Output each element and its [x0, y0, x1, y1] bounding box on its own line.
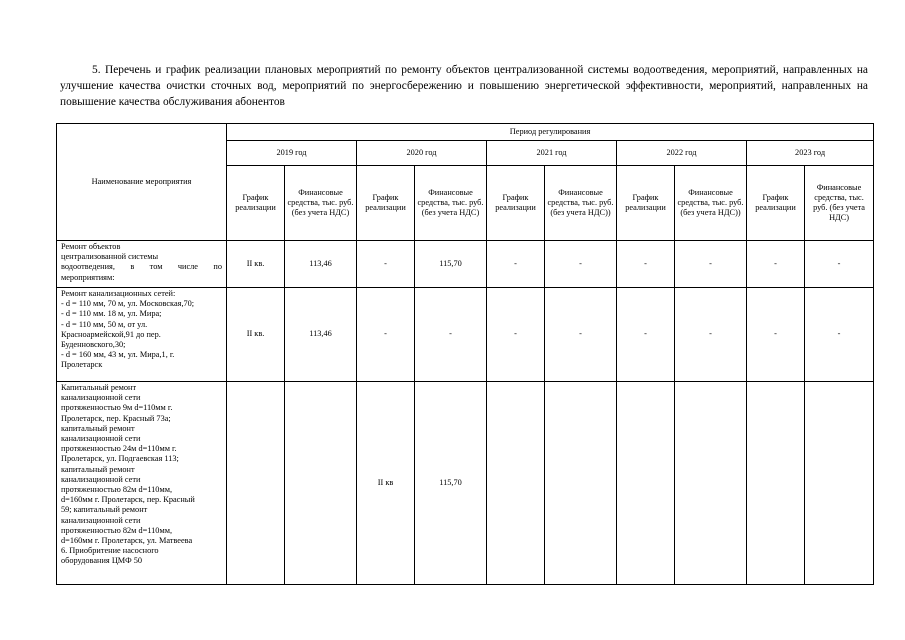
schedule-cell-2019: [227, 382, 285, 585]
activity-name-line: - d = 110 мм, 50 м, от ул.: [61, 319, 148, 329]
activities-table: [56, 123, 874, 585]
activity-name-line: водоотведения, в том числе по: [61, 262, 222, 272]
finance-cell-2019: [285, 382, 357, 585]
activity-name-line: канализационной сети: [61, 393, 141, 403]
schedule-cell-2023: [747, 382, 805, 585]
finance-cell-2019: 113,46: [285, 288, 357, 382]
header-schedule: График реализации: [617, 166, 675, 241]
header-finance: Финансовые средства, тыс. руб. (без учета НДС)): [675, 166, 747, 241]
schedule-cell-2019: II кв.: [227, 288, 285, 382]
table-row: [57, 241, 874, 288]
finance-cell-2020: 115,70: [415, 241, 487, 288]
header-finance: Финансовые средства, тыс. руб. (без учета НДС): [805, 166, 874, 241]
activity-name-cell: [57, 241, 227, 288]
header-year-2020: 2020 год: [357, 141, 487, 166]
schedule-cell-2023: -: [747, 241, 805, 288]
schedule-cell-2019: II кв.: [227, 241, 285, 288]
finance-cell-2021: -: [545, 288, 617, 382]
header-finance: Финансовые средства, тыс. руб. (без учета НДС): [415, 166, 487, 241]
activity-name-line: 59; капитальный ремонт: [61, 505, 148, 515]
finance-cell-2022: -: [675, 288, 747, 382]
header-schedule: График реализации: [747, 166, 805, 241]
activity-name-cell: [57, 288, 227, 382]
schedule-cell-2023: -: [747, 288, 805, 382]
header-year-2023: 2023 год: [747, 141, 874, 166]
schedule-cell-2020: -: [357, 241, 415, 288]
activity-name-line: Капитальный ремонт: [61, 383, 137, 392]
activity-name-line: протяженностью 82м d=110мм,: [61, 485, 173, 495]
activity-name-line: Ремонт объектов: [61, 242, 121, 251]
header-schedule: График реализации: [227, 166, 285, 241]
finance-cell-2022: -: [675, 241, 747, 288]
activity-name-line: Пролетарск, пер. Красный 73а;: [61, 413, 171, 423]
header-year-2019: 2019 год: [227, 141, 357, 166]
schedule-cell-2022: [617, 382, 675, 585]
activity-name-line: - d = 110 мм, 70 м, ул. Московская,70;: [61, 299, 195, 309]
activity-name-line: капитальный ремонт: [61, 423, 135, 433]
activity-name-line: канализационной сети: [61, 515, 141, 525]
activity-name-line: - d = 110 мм. 18 м, ул. Мира;: [61, 309, 162, 319]
activity-name-line: - d = 160 мм, 43 м, ул. Мира,1, г.: [61, 350, 175, 360]
activity-name-line: Ремонт канализационных сетей:: [61, 289, 176, 298]
activity-name-line: d=160мм г. Пролетарск, пер. Красный: [61, 495, 195, 505]
header-schedule: График реализации: [357, 166, 415, 241]
activity-name-line: Пролетарск, ул. Подгаевская 113;: [61, 454, 179, 464]
activity-name-line: d=160мм г. Пролетарск, ул. Матвеева: [61, 536, 193, 546]
table-row: [57, 288, 874, 382]
header-year-2021: 2021 год: [487, 141, 617, 166]
schedule-cell-2021: -: [487, 241, 545, 288]
finance-cell-2021: [545, 382, 617, 585]
finance-cell-2023: -: [805, 241, 874, 288]
activity-name-line: Буденновского,30;: [61, 340, 126, 350]
finance-cell-2020: -: [415, 288, 487, 382]
table-row: [57, 382, 874, 585]
finance-cell-2020: 115,70: [415, 382, 487, 585]
activity-name-line: 6. Приобритение насосного: [61, 546, 159, 556]
finance-cell-2021: -: [545, 241, 617, 288]
activity-name-line: мероприятиям:: [61, 272, 115, 282]
activity-name-line: капитальный ремонт: [61, 464, 135, 474]
finance-cell-2019: 113,46: [285, 241, 357, 288]
activity-name-line: Красноармейской,91 до пер.: [61, 329, 161, 339]
header-activity-name: Наименование мероприятия: [57, 124, 227, 241]
activity-name-cell: [57, 382, 227, 585]
activity-name-line: канализационной сети: [61, 474, 141, 484]
activity-name-line: протяженностью 82м d=110мм,: [61, 525, 173, 535]
activity-name-line: оборудования ЦМФ 50: [61, 556, 142, 566]
finance-cell-2022: [675, 382, 747, 585]
activity-name-line: Пролетарск: [61, 360, 103, 370]
schedule-cell-2020: II кв: [357, 382, 415, 585]
finance-cell-2023: [805, 382, 874, 585]
header-year-2022: 2022 год: [617, 141, 747, 166]
header-finance: Финансовые средства, тыс. руб. (без учета НДС)): [545, 166, 617, 241]
schedule-cell-2021: [487, 382, 545, 585]
schedule-cell-2020: -: [357, 288, 415, 382]
header-regulation-period: Период регулирования: [227, 124, 874, 141]
activity-name-line: канализационной сети: [61, 434, 141, 444]
schedule-cell-2022: -: [617, 288, 675, 382]
finance-cell-2023: -: [805, 288, 874, 382]
schedule-cell-2021: -: [487, 288, 545, 382]
activity-name-line: протяженностью 24м d=110мм г.: [61, 444, 177, 454]
activity-name-line: протяженностью 9м d=110мм г.: [61, 403, 173, 413]
schedule-cell-2022: -: [617, 241, 675, 288]
activity-name-line: централизованной системы: [61, 252, 159, 262]
document-heading: 5. Перечень и график реализации плановых мероприятий по ремонту объектов централизованной системы водоотведения, мероприятий, направленных на улучшение качества очистки сточных вод, мероприятий по энергосбережению и повышению энергетической эффективности, мероприятий, направленных на повышение качества обслуживания абонентов: [60, 64, 868, 108]
header-schedule: График реализации: [487, 166, 545, 241]
header-finance: Финансовые средства, тыс. руб. (без учета НДС): [285, 166, 357, 241]
